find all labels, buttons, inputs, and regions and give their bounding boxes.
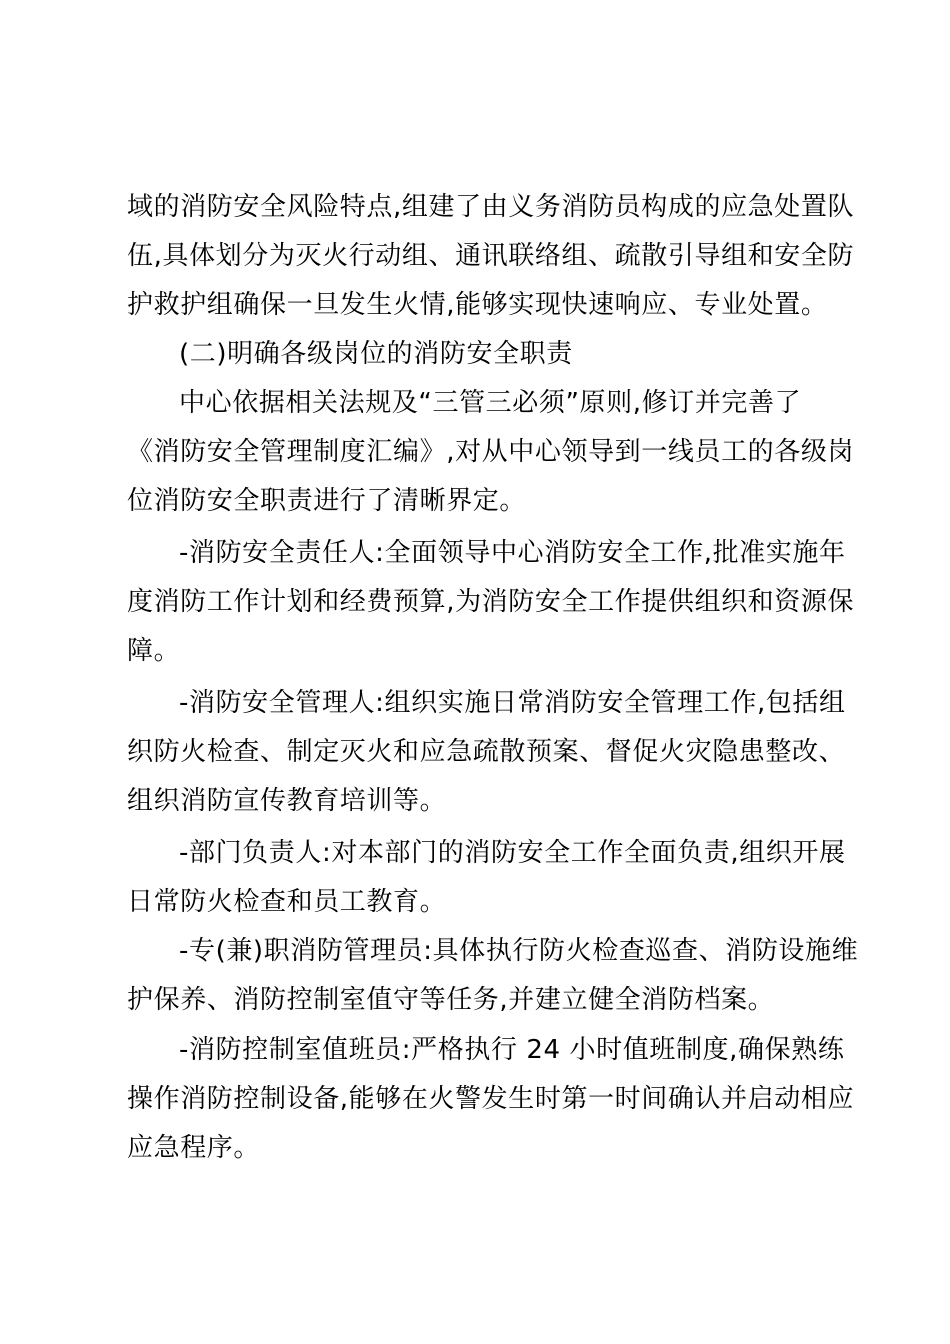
paragraph-line: 操作消防控制设备,能够在火警发生时第一时间确认并启动相应 — [127, 1084, 855, 1114]
paragraph-line: 护保养、消防控制室值守等任务,并建立健全消防档案。 — [127, 985, 775, 1015]
paragraph-line: 伍,具体划分为灭火行动组、通讯联络组、疏散引导组和安全防 — [127, 241, 855, 271]
paragraph-line: 域的消防安全风险特点,组建了由义务消防员构成的应急处置队 — [127, 192, 855, 222]
paragraph-line: -消防安全管理人:组织实施日常消防安全管理工作,包括组 — [179, 688, 846, 718]
paragraph-line: 织防火检查、制定灭火和应急疏散预案、督促火灾隐患整改、 — [127, 737, 846, 767]
paragraph-line: 应急程序。 — [127, 1133, 261, 1163]
section-heading: (二)明确各级岗位的消防安全职责 — [179, 339, 573, 369]
paragraph-line: 日常防火检查和员工教育。 — [127, 887, 447, 917]
paragraph-line: -部门负责人:对本部门的消防安全工作全面负责,组织开展 — [179, 838, 846, 868]
paragraph-line: -消防控制室值班员:严格执行 24 小时值班制度,确保熟练 — [179, 1035, 845, 1065]
paragraph-line: 中心依据相关法规及“三管三必须”原则,修订并完善了 — [179, 388, 802, 418]
paragraph-line: 护救护组确保一旦发生火情,能够实现快速响应、专业处置。 — [127, 290, 828, 320]
paragraph-line: 《消防安全管理制度汇编》,对从中心领导到一线员工的各级岗 — [127, 437, 855, 467]
paragraph-line: -消防安全责任人:全面领导中心消防安全工作,批准实施年 — [179, 538, 846, 568]
paragraph-line: -专(兼)职消防管理员:具体执行防火检查巡查、消防设施维 — [179, 936, 859, 966]
paragraph-line: 位消防安全职责进行了清晰界定。 — [127, 486, 527, 516]
paragraph-line: 组织消防宣传教育培训等。 — [127, 786, 447, 816]
paragraph-line: 度消防工作计划和经费预算,为消防安全工作提供组织和资源保 — [127, 587, 855, 617]
paragraph-line: 障。 — [127, 636, 181, 666]
